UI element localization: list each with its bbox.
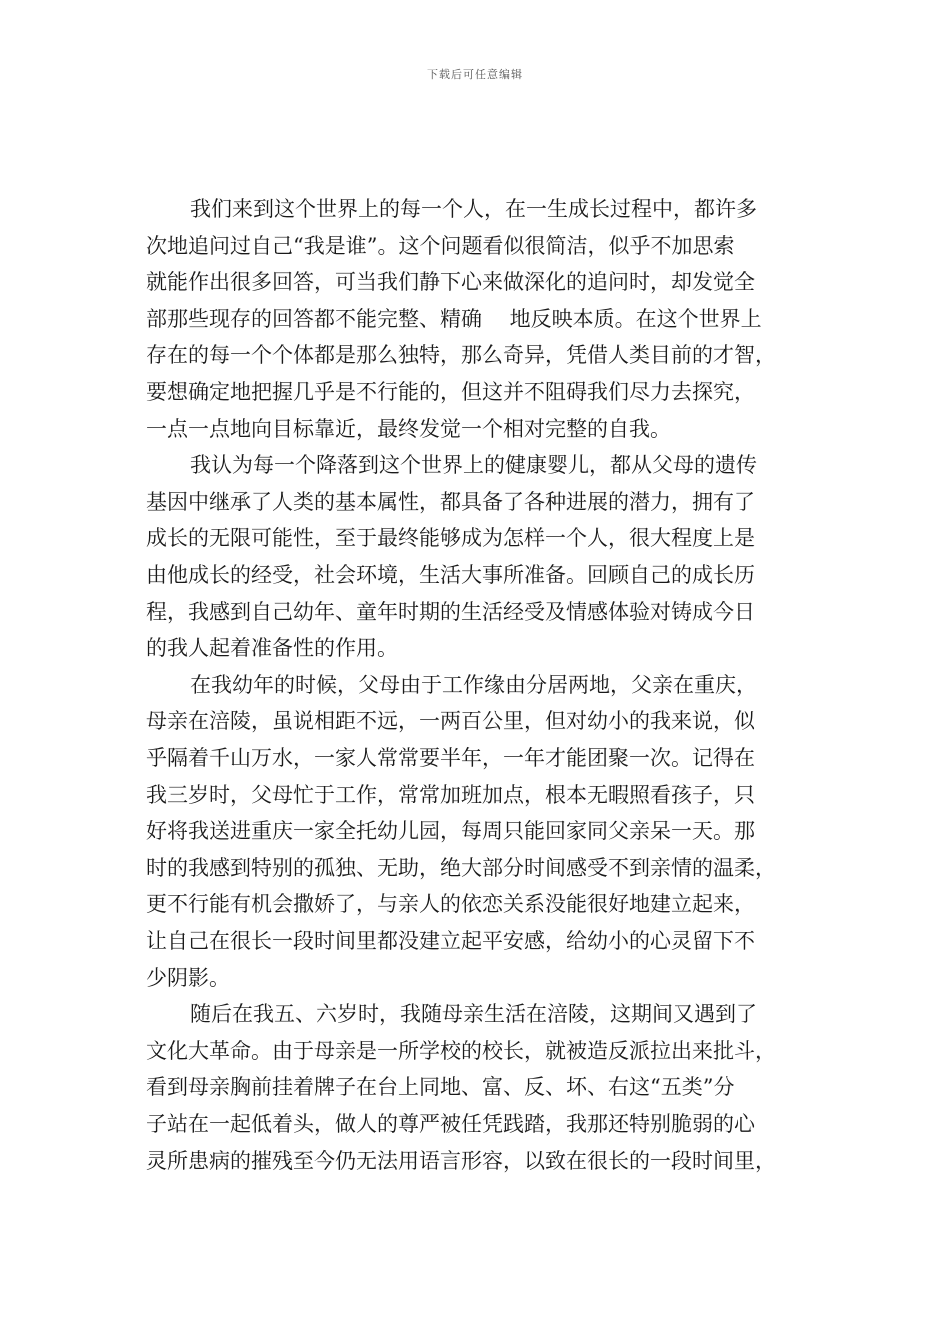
text-line: 由他成长的经受，社会环境，生活大事所准备。回顾自己的成长历 — [146, 563, 755, 587]
text-line: 时的我感到特别的孤独、无助，绝大部分时间感受不到亲情的温柔， — [146, 855, 776, 880]
text-line: 在我幼年的时候，父母由于工作缘由分居两地，父亲在重庆， — [190, 672, 757, 697]
text-line: 好将我送进重庆一家全托幼儿园，每周只能回家同父亲呆一天。那 — [146, 819, 755, 844]
text-line: 让自己在很长一段时间里都没建立起平安感，给幼小的心灵留下不 — [146, 929, 755, 953]
text-line: 程，我感到自己幼年、童年时期的生活经受及情感体验对铸成今日 — [146, 599, 755, 624]
text-line: 存在的每一个个体都是那么独特，那么奇异，凭借人类目前的才智， — [146, 343, 776, 368]
text-line: 看到母亲胸前挂着牌子在台上同地、富、反、坏、右这“五类”分 — [146, 1075, 735, 1100]
text-line: 我们来到这个世界上的每一个人，在一生成长过程中，都许多 — [190, 197, 757, 221]
text-line: 一点一点地向目标靠近，最终发觉一个相对完整的自我。 — [146, 416, 671, 441]
text-line: 母亲在涪陵，虽说相距不远，一两百公里，但对幼小的我来说，似 — [146, 709, 755, 734]
text-line: 就能作出很多回答，可当我们静下心来做深化的追问时，却发觉全 — [146, 270, 755, 295]
text-line: 更不行能有机会撒娇了，与亲人的依恋关系没能很好地建立起来， — [146, 892, 755, 917]
text-line: 的我人起着准备性的作用。 — [146, 636, 398, 661]
text-line: 少阴影。 — [146, 965, 230, 990]
text-line: 要想确定地把握几乎是不行能的，但这并不阻碍我们尽力去探究， — [146, 380, 755, 404]
text-line: 随后在我五、六岁时，我随母亲生活在涪陵，这期间又遇到了 — [190, 1002, 757, 1027]
text-line: 我认为每一个降落到这个世界上的健康婴儿，都从父母的遗传 — [190, 453, 757, 478]
text-line: 次地追问过自己“我是谁”。这个问题看似很简洁，似乎不加思索 — [146, 233, 735, 258]
text-line: 乎隔着千山万水，一家人常常要半年，一年才能团聚一次。记得在 — [146, 746, 755, 770]
text-line: 我三岁时，父母忙于工作，常常加班加点，根本无暇照看孩子，只 — [146, 782, 755, 807]
page-header: 下载后可任意编辑 — [427, 68, 523, 81]
text-line: 文化大革命。由于母亲是一所学校的校长，就被造反派拉出来批斗， — [146, 1038, 776, 1063]
text-line: 子站在一起低着头，做人的尊严被任凭践踏，我那还特别脆弱的心 — [146, 1112, 755, 1136]
text-line: 成长的无限可能性，至于最终能够成为怎样一个人，很大程度上是 — [146, 526, 755, 551]
text-line: 部那些现存的回答都不能完整、精确 地反映本质。在这个世界上 — [146, 306, 762, 331]
text-line: 基因中继承了人类的基本属性，都具备了各种进展的潜力，拥有了 — [146, 489, 755, 514]
text-line: 灵所患病的摧残至今仍无法用语言形容，以致在很长的一段时间里， — [146, 1148, 776, 1173]
